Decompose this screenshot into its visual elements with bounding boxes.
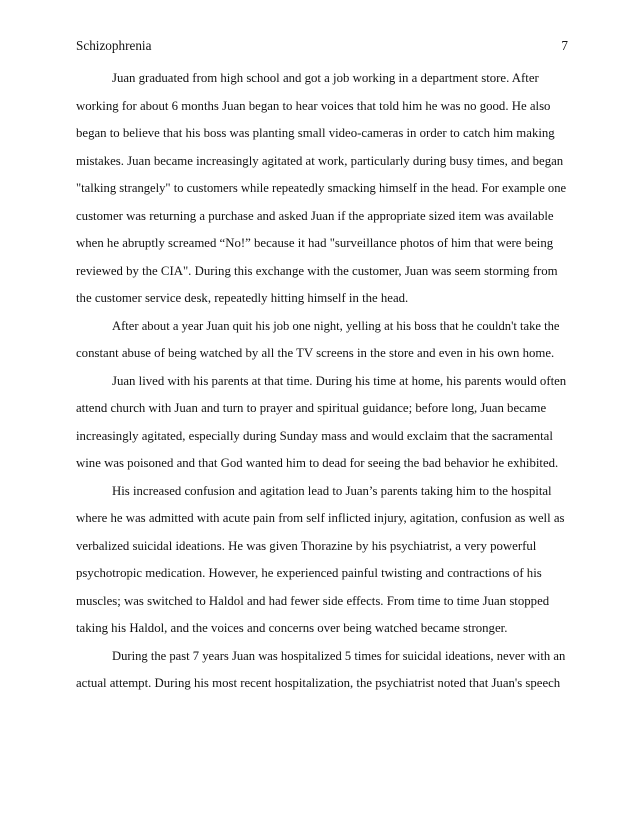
text-line: muscles; was switched to Haldol and had fewer side effects. From time to time Juan stopped [76, 593, 550, 608]
body-text [76, 65, 566, 698]
text-line: began to believe that his boss was planting small video-cameras in order to catch him making [76, 126, 555, 140]
running-head: Schizophrenia [76, 38, 152, 53]
text-line: where he was admitted with acute pain from self inflicted injury, agitation, confusion as well as [76, 511, 565, 525]
page-number: 7 [561, 38, 568, 53]
text-line: the customer service desk, repeatedly hitting himself in the head. [76, 291, 409, 305]
text-line: Juan graduated from high school and got a job working in a department store. After [112, 71, 539, 85]
text-line: "talking strangely" to customers while repeatedly smacking himself in the head. For example one [76, 181, 566, 195]
text-line: Juan lived with his parents at that time. During his time at home, his parents would often [112, 373, 566, 388]
text-line: His increased confusion and agitation lead to Juan’s parents taking him to the hospital [112, 483, 552, 498]
text-line: verbalized suicidal ideations. He was given Thorazine by his psychiatrist, a very powerful [76, 538, 537, 553]
text-line: After about a year Juan quit his job one night, yelling at his boss that he couldn't take the [112, 318, 560, 333]
text-line: attend church with Juan and turn to prayer and spiritual guidance; before long, Juan became [76, 401, 547, 415]
page-header [76, 38, 568, 54]
text-line: wine was poisoned and that God wanted him to dead for seeing the bad behavior he exhibited. [76, 456, 559, 470]
text-line: During the past 7 years Juan was hospitalized 5 times for suicidal ideations, never with an [112, 648, 566, 663]
text-line: customer was returning a purchase and asked Juan if the appropriate sized item was available [76, 208, 554, 223]
text-line: reviewed by the CIA". During this exchange with the customer, Juan was seem storming from [76, 263, 558, 278]
text-line: mistakes. Juan became increasingly agitated at work, particularly during busy times, and began [76, 153, 564, 168]
text-line: actual attempt. During his most recent hospitalization, the psychiatrist noted that Juan's speech [76, 676, 561, 690]
text-line: when he abruptly screamed “No!” because it had "surveillance photos of him that were being [76, 236, 554, 250]
text-line: psychotropic medication. However, he experienced painful twisting and contractions of his [76, 566, 542, 580]
text-line: constant abuse of being watched by all the TV screens in the store and even in his own home. [76, 346, 555, 360]
text-line: taking his Haldol, and the voices and concerns over being watched became stronger. [76, 621, 508, 635]
text-line: working for about 6 months Juan began to hear voices that told him he was no good. He also [76, 98, 551, 113]
text-line: increasingly agitated, especially during Sunday mass and would exclaim that the sacramental [76, 428, 553, 443]
